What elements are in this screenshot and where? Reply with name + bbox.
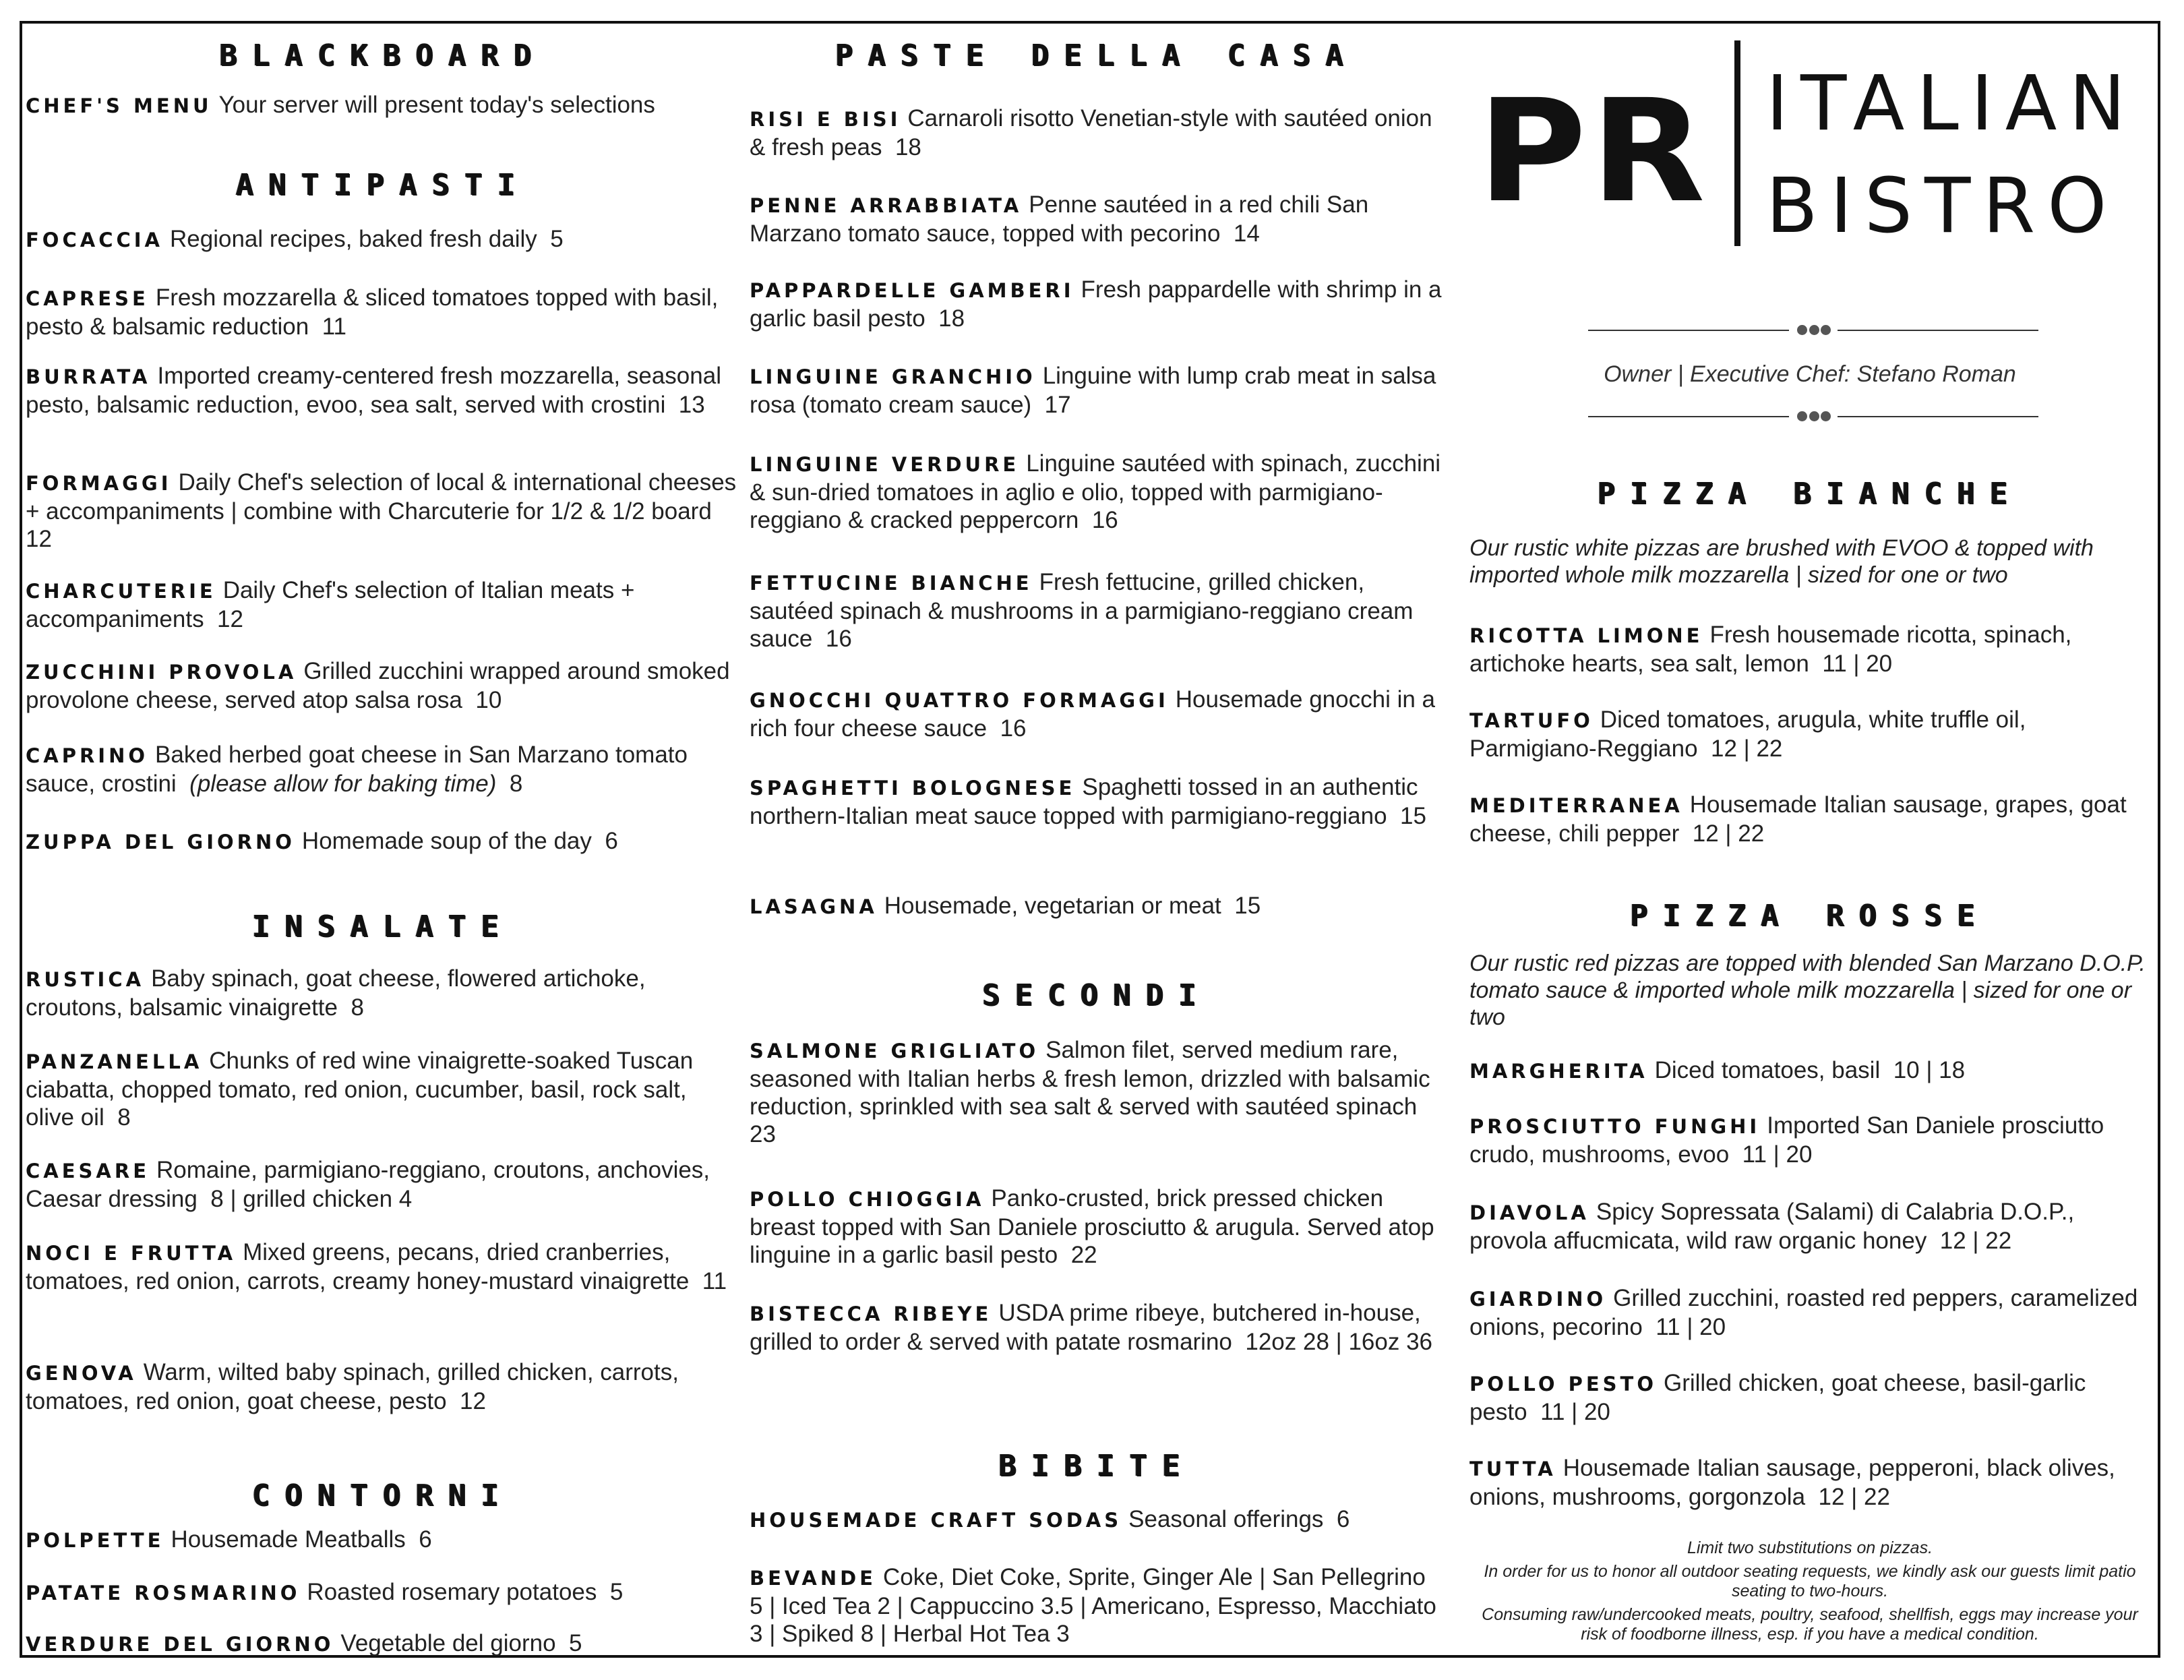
item-price: 11 | 20 — [1742, 1141, 1813, 1168]
menu-item — [750, 362, 1444, 419]
item-price: 11 | 20 — [1822, 651, 1893, 677]
item-desc: Salmon filet, served medium rare, seasoned with Italian herbs & fresh lemon, drizzled with balsamic reduction, sprinkled with sea salt & served with sautéed spinach — [750, 1037, 1430, 1120]
item-desc: Warm, wilted baby spinach, grilled chicken, carrots, tomatoes, red onion, goat cheese, pesto — [26, 1359, 679, 1414]
item-price: 12 — [460, 1388, 486, 1414]
item-desc: Fresh pappardelle with shrimp in a garlic basil pesto — [750, 276, 1442, 332]
menu-item — [1469, 791, 2150, 847]
menu-item — [750, 1505, 1444, 1534]
item-price: 22 — [1070, 1242, 1097, 1268]
menu-item — [26, 1526, 740, 1555]
section-title-contorni: CONTORNI — [252, 1478, 514, 1513]
item-desc: Spicy Sopressata (Salami) di Calabria D.O.P., provola affucmicata, wild raw organic honey — [1469, 1199, 2075, 1254]
item-price: 16 — [825, 626, 852, 652]
note-substitutions: Limit two substitutions on pizzas. — [1687, 1538, 1933, 1557]
menu-item — [26, 576, 740, 633]
menu-item — [26, 1047, 740, 1131]
item-name: CHARCUTERIE — [26, 580, 216, 603]
item-price: 17 — [1044, 392, 1071, 418]
item-price: 11 — [702, 1268, 727, 1294]
item-name: PROSCIUTTO FUNGHI — [1469, 1115, 1761, 1138]
item-price: 6 — [605, 828, 618, 854]
item-desc: Imported San Daniele prosciutto crudo, mushrooms, evoo — [1469, 1112, 2104, 1168]
item-name: TARTUFO — [1469, 709, 1594, 732]
item-desc: Grilled zucchini wrapped around smoked provolone cheese, served atop salsa rosa — [26, 658, 730, 713]
menu-item — [750, 892, 1444, 921]
item-price: 11 | 20 — [1540, 1399, 1610, 1425]
menu-item — [750, 773, 1444, 830]
item-name: GENOVA — [26, 1362, 137, 1385]
item-price: 8 — [509, 771, 523, 797]
item-price: 12 | 22 — [1818, 1484, 1890, 1510]
menu-item — [750, 568, 1444, 653]
menu-item — [26, 362, 740, 419]
item-price: 12 | 22 — [1711, 736, 1783, 762]
item-name: RISI E BISI — [750, 108, 901, 131]
item-name: SALMONE GRIGLIATO — [750, 1040, 1039, 1062]
section-title-pizza-bianche: PIZZA BIANCHE — [1597, 477, 2023, 511]
item-desc: Imported creamy-centered fresh mozzarella, seasonal pesto, balsamic reduction, evoo, sea salt, served with crostini — [26, 363, 721, 418]
item-name: BURRATA — [26, 365, 151, 388]
item-price: 18 — [938, 305, 965, 332]
item-desc: Chunks of red wine vinaigrette-soaked Tuscan ciabatta, chopped tomato, red onion, cucumber, basil, rock salt, olive oil — [26, 1048, 694, 1131]
note-patio-seating: In order for us to honor all outdoor seating requests, we kindly ask our guests limit patio seating to two-hours. — [1484, 1562, 2136, 1600]
menu-item — [750, 1299, 1444, 1356]
item-name: GNOCCHI QUATTRO FORMAGGI — [750, 689, 1169, 712]
item-name: PENNE ARRABBIATA — [750, 194, 1023, 217]
item-name: CAESARE — [26, 1160, 150, 1182]
section-title-secondi: SECONDI — [982, 978, 1211, 1013]
item-desc: Housemade, vegetarian or meat — [884, 893, 1221, 919]
item-name: DIAVOLA — [1469, 1201, 1589, 1224]
item-name: RUSTICA — [26, 968, 145, 991]
menu-item — [750, 450, 1444, 534]
menu-item — [26, 225, 740, 254]
menu-item — [750, 1184, 1444, 1269]
item-name: VERDURE DEL GIORNO — [26, 1633, 334, 1656]
item-price: 11 | 20 — [1656, 1314, 1726, 1340]
item-name: CAPRINO — [26, 744, 149, 767]
logo-line-italian: ITALIAN — [1766, 60, 2138, 148]
item-desc: Roasted rosemary potatoes — [307, 1579, 597, 1605]
section-title-antipasti: ANTIPASTI — [235, 168, 530, 202]
item-desc: Housemade Meatballs — [171, 1526, 406, 1553]
item-desc: Linguine with lump crab meat in salsa rosa (tomato cream sauce) — [750, 363, 1436, 418]
item-name: PAPPARDELLE GAMBERI — [750, 279, 1074, 302]
menu-item — [26, 469, 740, 553]
note-food-safety: Consuming raw/undercooked meats, poultry, seafood, shellfish, eggs may increase your risk of foodborne illness, esp. if you have a medical condition. — [1482, 1605, 2138, 1644]
menu-item — [1469, 1369, 2150, 1426]
item-desc: Grilled zucchini, roasted red peppers, caramelized onions, pecorino — [1469, 1285, 2138, 1340]
item-price: 23 — [750, 1121, 776, 1147]
item-name: NOCI E FRUTTA — [26, 1242, 237, 1265]
item-desc: Grilled chicken, goat cheese, basil-garlic pesto — [1469, 1370, 2086, 1425]
item-desc: Daily Chef's selection of Italian meats + accompaniments — [26, 577, 635, 632]
item-price: 12 | 22 — [1692, 820, 1765, 847]
menu-item — [1469, 1198, 2150, 1255]
item-price: 14 — [1233, 220, 1260, 247]
item-price: 6 — [1336, 1506, 1350, 1532]
menu-item — [1469, 706, 2150, 762]
item-price: 5 — [609, 1579, 624, 1605]
column-left — [26, 21, 740, 1659]
menu-item — [750, 276, 1444, 332]
item-desc: Diced tomatoes, arugula, white truffle oil, Parmigiano-Reggiano — [1469, 707, 2026, 762]
item-price: 12 | 22 — [1939, 1228, 2012, 1254]
item-desc: Regional recipes, baked fresh daily — [170, 226, 537, 252]
section-title-pizza-rosse: PIZZA ROSSE — [1630, 899, 1990, 933]
menu-item — [750, 686, 1444, 742]
item-price: 12 — [217, 606, 243, 632]
item-desc: Your server will present today's selections — [218, 92, 655, 118]
menu-item — [750, 104, 1444, 161]
logo-monogram: PR — [1478, 69, 1710, 234]
owner-credit: Owner | Executive Chef: Stefano Roman — [1604, 361, 2016, 387]
item-name: LINGUINE VERDURE — [750, 453, 1020, 476]
item-desc: Vegetable del giorno — [340, 1630, 556, 1656]
item-name: BISTECCA RIBEYE — [750, 1302, 992, 1325]
menu-item — [26, 1578, 740, 1607]
menu-item — [26, 1238, 740, 1295]
item-desc: Baby spinach, goat cheese, flowered artichoke, croutons, balsamic vinaigrette — [26, 965, 646, 1021]
logo-line-bistro: BISTRO — [1766, 162, 2119, 250]
section-title-insalate: INSALATE — [252, 909, 514, 944]
item-desc: Fresh fettucine, grilled chicken, sautéed spinach & mushrooms in a parmigiano-reggiano cream sauce — [750, 569, 1414, 652]
menu-item — [26, 741, 740, 798]
item-desc: Carnaroli risotto Venetian-style with sautéed onion & fresh peas — [750, 105, 1432, 160]
item-name: FOCACCIA — [26, 229, 163, 251]
item-price: 12 — [26, 526, 52, 552]
menu-item — [26, 657, 740, 714]
section-title-blackboard: BLACKBOARD — [219, 38, 547, 73]
item-price: 13 — [678, 392, 705, 418]
menu-item — [1469, 1112, 2150, 1168]
item-desc: Housemade Italian sausage, grapes, goat cheese, chili pepper — [1469, 791, 2127, 847]
item-price: 11 — [322, 313, 347, 340]
item-note: (please allow for baking time) — [189, 771, 497, 797]
item-name: MARGHERITA — [1469, 1060, 1648, 1083]
item-name: MEDITERRANEA — [1469, 794, 1683, 817]
item-desc: Housemade Italian sausage, pepperoni, black olives, onions, mushrooms, gorgonzola — [1469, 1455, 2115, 1510]
item-desc: Diced tomatoes, basil — [1654, 1057, 1881, 1083]
item-desc: USDA prime ribeye, butchered in-house, grilled to order & served with patate rosmarino — [750, 1300, 1421, 1355]
item-name: PATATE ROSMARINO — [26, 1582, 301, 1604]
menu-item — [26, 91, 740, 120]
menu-item — [26, 1358, 740, 1415]
menu-item — [26, 1629, 740, 1658]
item-price: 10 — [475, 687, 502, 713]
item-name: ZUPPA DEL GIORNO — [26, 831, 295, 853]
item-name: LINGUINE GRANCHIO — [750, 365, 1036, 388]
section-intro: Our rustic white pizzas are brushed with EVOO & topped with imported whole milk mozzarella | sized for one or two — [1469, 535, 2094, 588]
menu-item — [750, 1563, 1444, 1648]
item-price: 6 — [419, 1526, 432, 1553]
menu-item — [1469, 1284, 2150, 1341]
menu-item — [750, 191, 1444, 247]
item-price: 12oz 28 | 16oz 36 — [1245, 1329, 1433, 1355]
item-price: 18 — [894, 134, 921, 160]
section-intro: Our rustic red pizzas are topped with blended San Marzano D.O.P. tomato sauce & imported whole milk mozzarella | sized for one or two — [1469, 951, 2146, 1030]
column-right — [1469, 21, 2150, 1659]
item-name: BEVANDE — [750, 1567, 876, 1590]
item-name: GIARDINO — [1469, 1288, 1607, 1311]
item-price: 5 — [569, 1630, 582, 1656]
item-name: FETTUCINE BIANCHE — [750, 572, 1033, 595]
item-name: HOUSEMADE CRAFT SODAS — [750, 1509, 1122, 1532]
item-price: 15 — [1400, 803, 1426, 829]
item-name: ZUCCHINI PROVOLA — [26, 661, 297, 684]
item-name: CAPRESE — [26, 287, 149, 310]
item-price: 10 | 18 — [1893, 1057, 1966, 1083]
item-desc: Seasonal offerings — [1128, 1506, 1324, 1532]
menu-item — [26, 827, 740, 856]
item-desc: Linguine sautéed with spinach, zucchini & sun-dried tomatoes in aglio e olio, topped with parmigiano-reggiano & cracked peppercorn — [750, 450, 1441, 533]
item-desc: Romaine, parmigiano-reggiano, croutons, anchovies, Caesar dressing — [26, 1157, 710, 1212]
item-desc: Spaghetti tossed in an authentic northern-Italian meat sauce topped with parmigiano-reggiano — [750, 774, 1418, 829]
item-price: 8 | grilled chicken 4 — [210, 1186, 413, 1212]
item-name: PANZANELLA — [26, 1050, 203, 1073]
item-name: LASAGNA — [750, 895, 878, 918]
item-desc: Baked herbed goat cheese in San Marzano tomato sauce, crostini — [26, 742, 688, 797]
item-price: 8 — [351, 994, 364, 1021]
item-price: 5 — [550, 226, 564, 252]
section-title-paste: PASTE DELLA CASA — [835, 38, 1358, 73]
item-desc: Coke, Diet Coke, Sprite, Ginger Ale | San Pellegrino 5 | Iced Tea 2 | Cappuccino 3.5 | Americano, Espresso, Macchiato 3 | Spiked 8 | Herbal Hot Tea 3 — [750, 1564, 1436, 1647]
item-name: POLLO PESTO — [1469, 1373, 1657, 1396]
menu-item — [750, 1036, 1444, 1148]
item-desc: Daily Chef's selection of local & international cheeses + accompaniments | combine with Charcuterie for 1/2 & 1/2 board — [26, 469, 737, 524]
item-desc: Panko-crusted, brick pressed chicken breast topped with San Daniele prosciutto & arugula. Served atop linguine in a garlic basil pesto — [750, 1185, 1434, 1268]
item-name: FORMAGGI — [26, 472, 172, 495]
item-name: CHEF'S MENU — [26, 94, 212, 117]
item-price: 8 — [117, 1104, 131, 1131]
item-desc: Homemade soup of the day — [301, 828, 592, 854]
menu-item — [1469, 1056, 2150, 1085]
menu-item — [1469, 621, 2150, 678]
item-price: 16 — [1000, 715, 1027, 742]
item-desc: Mixed greens, pecans, dried cranberries, tomatoes, red onion, carrots, creamy honey-mustard vinaigrette — [26, 1239, 690, 1294]
item-desc: Fresh housemade ricotta, spinach, artichoke hearts, sea salt, lemon — [1469, 622, 2072, 677]
item-price: 15 — [1234, 893, 1261, 919]
column-middle — [750, 21, 1444, 1659]
item-name: POLPETTE — [26, 1529, 164, 1552]
menu-item — [1469, 1454, 2150, 1511]
menu-item — [26, 965, 740, 1021]
item-desc: Housemade gnocchi in a rich four cheese sauce — [750, 686, 1436, 742]
section-title-bibite: BIBITE — [998, 1449, 1195, 1483]
item-name: RICOTTA LIMONE — [1469, 624, 1703, 647]
menu-item — [26, 284, 740, 340]
menu-item — [26, 1156, 740, 1213]
item-desc: Penne sautéed in a red chili San Marzano tomato sauce, topped with pecorino — [750, 191, 1369, 247]
footer-notes — [1469, 1538, 2150, 1648]
item-desc: Fresh mozzarella & sliced tomatoes topped with basil, pesto & balsamic reduction — [26, 284, 719, 340]
item-name: TUTTA — [1469, 1458, 1556, 1480]
item-name: SPAGHETTI BOLOGNESE — [750, 777, 1076, 800]
item-price: 16 — [1091, 507, 1118, 533]
item-name: POLLO CHIOGGIA — [750, 1188, 985, 1211]
